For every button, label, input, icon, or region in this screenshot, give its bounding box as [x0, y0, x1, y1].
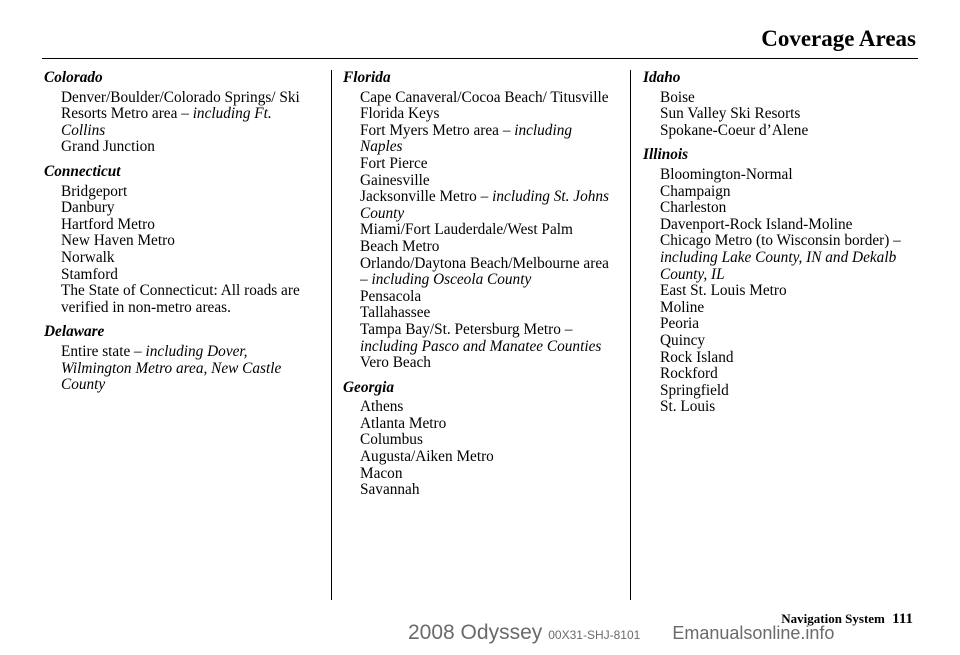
entry-text: Denver/Boulder/Colorado Springs/ Ski Resorts Metro area – — [61, 88, 300, 123]
entry-text: Springfield — [660, 381, 729, 399]
coverage-entry — [643, 167, 911, 184]
entry-text: Florida Keys — [360, 105, 440, 123]
coverage-entry — [643, 399, 911, 416]
entry-text: Tallahassee — [360, 304, 431, 322]
watermark-code: 00X31-SHJ-8101 — [548, 628, 641, 642]
coverage-entry — [343, 289, 611, 306]
coverage-entry — [44, 200, 312, 217]
state-heading: Delaware — [44, 323, 105, 341]
state-heading: Georgia — [343, 378, 394, 396]
coverage-entry — [343, 256, 611, 289]
entry-text: Quincy — [660, 331, 706, 349]
entry-note: including Ft. Collins — [61, 105, 272, 139]
entry-text: Bloomington-Normal — [660, 165, 793, 183]
coverage-entry — [643, 383, 911, 400]
coverage-entry — [343, 189, 611, 222]
entry-text: The State of Connecticut: All roads are verified in non-metro areas. — [61, 282, 300, 316]
entry-text: Moline — [660, 298, 705, 316]
coverage-entry — [44, 184, 312, 201]
coverage-entry — [343, 222, 611, 255]
entry-note: including Dover, Wilmington Metro area, New Castle County — [61, 342, 282, 394]
state-heading: Connecticut — [44, 162, 121, 180]
entry-text: Orlando/Daytona Beach/Melbourne area – — [360, 254, 609, 289]
footer-section: Navigation System — [781, 611, 885, 626]
coverage-entry — [643, 283, 911, 300]
coverage-entry — [44, 233, 312, 250]
entry-text: Sun Valley Ski Resorts — [660, 105, 801, 123]
coverage-entry — [44, 250, 312, 267]
coverage-entry — [643, 184, 911, 201]
coverage-entry — [343, 482, 611, 499]
state-heading: Idaho — [643, 69, 681, 86]
entry-text: Atlanta Metro — [360, 414, 447, 432]
entry-note: including Osceola County — [371, 271, 532, 289]
entry-note: including St. Johns County — [360, 188, 609, 222]
coverage-entry — [643, 106, 911, 123]
coverage-entry — [643, 90, 911, 107]
coverage-entry — [643, 200, 911, 217]
entry-note: including Lake County, IN and Dekalb County, IL — [660, 248, 897, 283]
watermark-model: 2008 Odyssey — [408, 621, 543, 644]
coverage-entry — [343, 416, 611, 433]
entry-text: Stamford — [61, 265, 118, 283]
entry-text: Boise — [660, 88, 695, 106]
column-3 — [643, 70, 911, 416]
entry-text: Peoria — [660, 315, 700, 333]
coverage-entry — [343, 106, 611, 123]
entry-text: St. Louis — [660, 398, 716, 416]
entry-text: Miami/Fort Lauderdale/West Palm Beach Metro — [360, 221, 573, 255]
entry-text: Augusta/Aiken Metro — [360, 448, 494, 466]
page-number: 111 — [892, 611, 913, 627]
entry-text: Fort Myers Metro area – — [360, 121, 515, 139]
column-divider-1 — [331, 70, 332, 600]
watermark-site: Emanualsonline.info — [672, 623, 835, 643]
state-heading: Colorado — [44, 69, 103, 86]
entry-text: Cape Canaveral/Cocoa Beach/ Titusville — [360, 88, 609, 106]
entry-text: Spokane-Coeur d’Alene — [660, 121, 809, 139]
entry-text: Grand Junction — [61, 138, 155, 156]
coverage-entry — [343, 399, 611, 416]
coverage-entry — [343, 173, 611, 190]
entry-text: Vero Beach — [360, 354, 431, 372]
column-2 — [343, 70, 611, 499]
coverage-entry — [44, 283, 312, 316]
coverage-entry — [343, 322, 611, 355]
coverage-entry — [44, 217, 312, 234]
entry-text: Norwalk — [61, 248, 115, 266]
coverage-entry — [643, 217, 911, 234]
entry-text: East St. Louis Metro — [660, 282, 787, 300]
coverage-entry — [343, 90, 611, 107]
coverage-entry — [343, 355, 611, 372]
header-rule — [42, 58, 918, 59]
entry-text: Charleston — [660, 199, 727, 217]
page-title: Coverage Areas — [761, 26, 916, 51]
entry-text: Macon — [360, 464, 403, 482]
coverage-entry — [643, 350, 911, 367]
entry-text: Hartford Metro — [61, 215, 155, 233]
entry-text: Bridgeport — [61, 182, 128, 200]
state-heading: Florida — [343, 69, 391, 86]
coverage-entry — [343, 449, 611, 466]
coverage-entry — [343, 466, 611, 483]
entry-text: Davenport-Rock Island-Moline — [660, 215, 853, 233]
state-heading: Illinois — [643, 146, 689, 164]
entry-text: Fort Pierce — [360, 154, 428, 172]
column-divider-2 — [630, 70, 631, 600]
entry-text: Rock Island — [660, 348, 734, 366]
entry-text: New Haven Metro — [61, 232, 175, 250]
coverage-entry — [44, 139, 312, 156]
coverage-entry — [643, 366, 911, 383]
entry-note: including Pasco and Manatee Counties — [360, 337, 602, 355]
coverage-entry — [343, 156, 611, 173]
entry-text: Athens — [360, 398, 404, 416]
entry-note: including Naples — [360, 121, 572, 156]
coverage-entry — [643, 333, 911, 350]
coverage-entry — [643, 123, 911, 140]
entry-text: Rockford — [660, 365, 718, 383]
coverage-entry — [643, 300, 911, 317]
watermark — [408, 621, 834, 645]
entry-text: Champaign — [660, 182, 731, 200]
entry-text: Jacksonville Metro – — [360, 188, 493, 206]
entry-text: Gainesville — [360, 171, 430, 189]
entry-text: Columbus — [360, 431, 423, 449]
coverage-entry — [643, 233, 911, 283]
coverage-entry — [44, 90, 312, 140]
entry-text: Danbury — [61, 199, 115, 217]
coverage-entry — [44, 344, 312, 394]
coverage-entry — [343, 432, 611, 449]
coverage-entry — [643, 316, 911, 333]
coverage-entry — [343, 123, 611, 156]
entry-text: Savannah — [360, 481, 420, 499]
column-1 — [44, 70, 312, 394]
entry-text: Pensacola — [360, 287, 422, 305]
entry-text: Entire state – — [61, 342, 146, 360]
entry-text: Chicago Metro (to Wisconsin border) – — [660, 232, 901, 250]
coverage-entry — [343, 305, 611, 322]
entry-text: Tampa Bay/St. Petersburg Metro – — [360, 320, 573, 338]
coverage-entry — [44, 267, 312, 284]
